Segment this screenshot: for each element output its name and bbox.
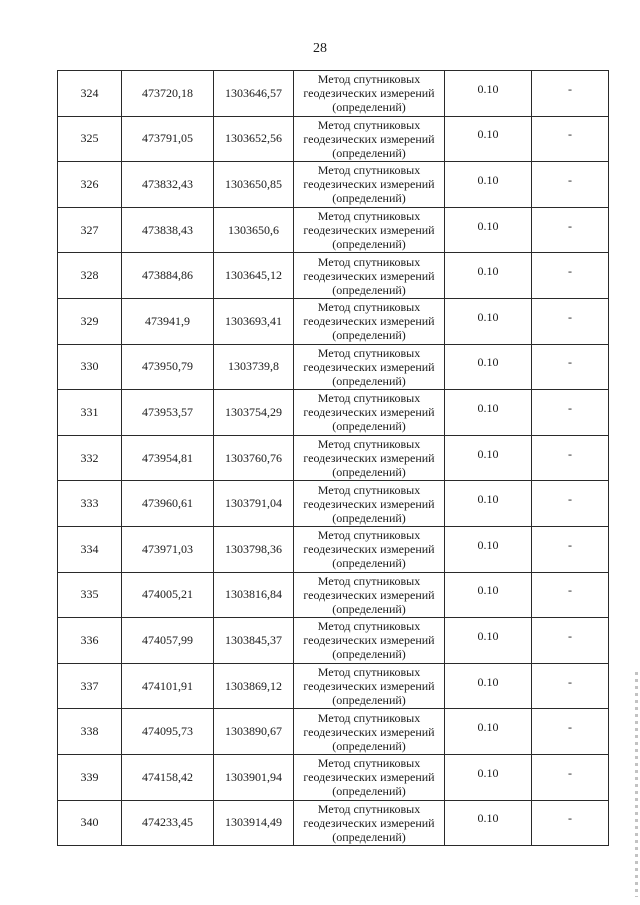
note-cell <box>532 344 609 390</box>
method-line: (определений) <box>332 373 406 388</box>
method-line: Метод спутниковых <box>317 573 421 588</box>
x-coordinate-cell: 473953,57 <box>122 390 214 436</box>
method-cell <box>294 116 445 162</box>
note-cell <box>532 116 609 162</box>
x-coordinate-cell: 474233,45 <box>122 800 214 846</box>
accuracy-value: 0.10 <box>477 446 499 461</box>
accuracy-cell <box>445 116 532 162</box>
method-line: геодезических измерений <box>303 496 435 511</box>
y-coordinate-cell: 1303798,36 <box>214 526 294 572</box>
accuracy-value: 0.10 <box>477 765 499 780</box>
point-number-cell: 333 <box>58 481 122 527</box>
method-line: геодезических измерений <box>303 405 435 420</box>
y-coordinate-cell: 1303890,67 <box>214 709 294 755</box>
accuracy-cell <box>445 481 532 527</box>
method-line: Метод спутниковых <box>317 300 421 315</box>
note-value: - <box>568 720 572 735</box>
table-row <box>58 663 609 709</box>
x-coordinate-cell: 473971,03 <box>122 526 214 572</box>
accuracy-cell <box>445 344 532 390</box>
note-cell <box>532 71 609 117</box>
method-line: геодезических измерений <box>303 359 435 374</box>
method-line: геодезических измерений <box>303 451 435 466</box>
method-line: геодезических измерений <box>303 542 435 557</box>
accuracy-value: 0.10 <box>477 172 499 187</box>
method-line: (определений) <box>332 145 406 160</box>
accuracy-value: 0.10 <box>477 583 499 598</box>
accuracy-cell <box>445 526 532 572</box>
method-line: Метод спутниковых <box>317 437 421 452</box>
note-cell <box>532 390 609 436</box>
method-line: Метод спутниковых <box>317 72 421 87</box>
method-cell <box>294 344 445 390</box>
method-line: (определений) <box>332 601 406 616</box>
accuracy-value: 0.10 <box>477 537 499 552</box>
method-line: геодезических измерений <box>303 314 435 329</box>
note-cell <box>532 663 609 709</box>
note-cell <box>532 207 609 253</box>
accuracy-value: 0.10 <box>477 811 499 826</box>
point-number-cell: 339 <box>58 754 122 800</box>
method-cell <box>294 526 445 572</box>
method-cell <box>294 71 445 117</box>
point-number-cell: 326 <box>58 162 122 208</box>
y-coordinate-cell: 1303646,57 <box>214 71 294 117</box>
note-value: - <box>568 355 572 370</box>
x-coordinate-cell: 473791,05 <box>122 116 214 162</box>
y-coordinate-cell: 1303650,85 <box>214 162 294 208</box>
note-value: - <box>568 628 572 643</box>
table-row <box>58 71 609 117</box>
note-value: - <box>568 765 572 780</box>
accuracy-cell <box>445 435 532 481</box>
method-cell <box>294 253 445 299</box>
table-row <box>58 390 609 436</box>
accuracy-value: 0.10 <box>477 628 499 643</box>
note-cell <box>532 253 609 299</box>
point-number-cell: 334 <box>58 526 122 572</box>
method-line: Метод спутниковых <box>317 345 421 360</box>
note-value: - <box>568 811 572 826</box>
method-line: Метод спутниковых <box>317 117 421 132</box>
method-line: геодезических измерений <box>303 268 435 283</box>
note-value: - <box>568 81 572 96</box>
y-coordinate-cell: 1303791,04 <box>214 481 294 527</box>
method-line: Метод спутниковых <box>317 209 421 224</box>
note-value: - <box>568 400 572 415</box>
accuracy-value: 0.10 <box>477 720 499 735</box>
accuracy-cell <box>445 298 532 344</box>
y-coordinate-cell: 1303754,29 <box>214 390 294 436</box>
y-coordinate-cell: 1303901,94 <box>214 754 294 800</box>
method-cell <box>294 572 445 618</box>
table-body <box>58 71 609 846</box>
y-coordinate-cell: 1303652,56 <box>214 116 294 162</box>
table-row <box>58 618 609 664</box>
method-line: геодезических измерений <box>303 724 435 739</box>
method-line: геодезических измерений <box>303 815 435 830</box>
note-value: - <box>568 583 572 598</box>
method-line: (определений) <box>332 738 406 753</box>
method-line: Метод спутниковых <box>317 391 421 406</box>
method-line: Метод спутниковых <box>317 756 421 771</box>
method-line: геодезических измерений <box>303 633 435 648</box>
method-cell <box>294 435 445 481</box>
method-line: (определений) <box>332 784 406 799</box>
method-line: геодезических измерений <box>303 86 435 101</box>
method-cell <box>294 162 445 208</box>
accuracy-value: 0.10 <box>477 127 499 142</box>
method-line: Метод спутниковых <box>317 528 421 543</box>
accuracy-value: 0.10 <box>477 81 499 96</box>
table-row <box>58 754 609 800</box>
method-line: (определений) <box>332 191 406 206</box>
accuracy-cell <box>445 162 532 208</box>
method-line: (определений) <box>332 100 406 115</box>
x-coordinate-cell: 473960,61 <box>122 481 214 527</box>
note-value: - <box>568 218 572 233</box>
x-coordinate-cell: 474005,21 <box>122 572 214 618</box>
point-number-cell: 337 <box>58 663 122 709</box>
y-coordinate-cell: 1303869,12 <box>214 663 294 709</box>
note-value: - <box>568 537 572 552</box>
y-coordinate-cell: 1303816,84 <box>214 572 294 618</box>
accuracy-value: 0.10 <box>477 400 499 415</box>
accuracy-cell <box>445 253 532 299</box>
note-cell <box>532 618 609 664</box>
y-coordinate-cell: 1303650,6 <box>214 207 294 253</box>
method-line: (определений) <box>332 465 406 480</box>
x-coordinate-cell: 473941,9 <box>122 298 214 344</box>
accuracy-cell <box>445 71 532 117</box>
note-cell <box>532 709 609 755</box>
method-line: геодезических измерений <box>303 223 435 238</box>
point-number-cell: 329 <box>58 298 122 344</box>
accuracy-value: 0.10 <box>477 492 499 507</box>
method-line: геодезических измерений <box>303 770 435 785</box>
method-line: (определений) <box>332 693 406 708</box>
method-line: геодезических измерений <box>303 177 435 192</box>
point-number-cell: 331 <box>58 390 122 436</box>
point-number-cell: 328 <box>58 253 122 299</box>
point-number-cell: 330 <box>58 344 122 390</box>
method-cell <box>294 390 445 436</box>
x-coordinate-cell: 474095,73 <box>122 709 214 755</box>
point-number-cell: 325 <box>58 116 122 162</box>
accuracy-cell <box>445 709 532 755</box>
method-line: Метод спутниковых <box>317 482 421 497</box>
method-cell <box>294 618 445 664</box>
method-cell <box>294 481 445 527</box>
coordinates-table <box>57 70 609 846</box>
x-coordinate-cell: 474101,91 <box>122 663 214 709</box>
note-value: - <box>568 492 572 507</box>
table-row <box>58 481 609 527</box>
x-coordinate-cell: 473838,43 <box>122 207 214 253</box>
accuracy-cell <box>445 663 532 709</box>
accuracy-cell <box>445 572 532 618</box>
note-cell <box>532 298 609 344</box>
note-cell <box>532 481 609 527</box>
method-cell <box>294 709 445 755</box>
note-value: - <box>568 674 572 689</box>
method-line: (определений) <box>332 556 406 571</box>
accuracy-value: 0.10 <box>477 309 499 324</box>
accuracy-cell <box>445 800 532 846</box>
accuracy-cell <box>445 754 532 800</box>
point-number-cell: 324 <box>58 71 122 117</box>
table-row <box>58 116 609 162</box>
method-line: (определений) <box>332 829 406 844</box>
note-cell <box>532 754 609 800</box>
point-number-cell: 327 <box>58 207 122 253</box>
y-coordinate-cell: 1303693,41 <box>214 298 294 344</box>
y-coordinate-cell: 1303845,37 <box>214 618 294 664</box>
x-coordinate-cell: 473832,43 <box>122 162 214 208</box>
point-number-cell: 336 <box>58 618 122 664</box>
accuracy-cell <box>445 207 532 253</box>
method-line: Метод спутниковых <box>317 619 421 634</box>
accuracy-value: 0.10 <box>477 264 499 279</box>
note-cell <box>532 526 609 572</box>
method-line: геодезических измерений <box>303 131 435 146</box>
table-row <box>58 526 609 572</box>
method-cell <box>294 663 445 709</box>
x-coordinate-cell: 474158,42 <box>122 754 214 800</box>
method-cell <box>294 207 445 253</box>
method-cell <box>294 298 445 344</box>
x-coordinate-cell: 473954,81 <box>122 435 214 481</box>
table-row <box>58 298 609 344</box>
accuracy-value: 0.10 <box>477 674 499 689</box>
accuracy-value: 0.10 <box>477 218 499 233</box>
accuracy-cell <box>445 618 532 664</box>
method-cell <box>294 800 445 846</box>
note-value: - <box>568 172 572 187</box>
x-coordinate-cell: 474057,99 <box>122 618 214 664</box>
y-coordinate-cell: 1303760,76 <box>214 435 294 481</box>
table-row <box>58 344 609 390</box>
note-cell <box>532 800 609 846</box>
method-line: (определений) <box>332 419 406 434</box>
x-coordinate-cell: 473720,18 <box>122 71 214 117</box>
table-row <box>58 435 609 481</box>
table-row <box>58 253 609 299</box>
table-row <box>58 800 609 846</box>
page-number: 28 <box>313 41 327 56</box>
point-number-cell: 335 <box>58 572 122 618</box>
method-line: Метод спутниковых <box>317 163 421 178</box>
method-line: (определений) <box>332 282 406 297</box>
method-line: (определений) <box>332 647 406 662</box>
x-coordinate-cell: 473884,86 <box>122 253 214 299</box>
note-value: - <box>568 446 572 461</box>
accuracy-value: 0.10 <box>477 355 499 370</box>
y-coordinate-cell: 1303914,49 <box>214 800 294 846</box>
table-row <box>58 572 609 618</box>
table-row <box>58 207 609 253</box>
x-coordinate-cell: 473950,79 <box>122 344 214 390</box>
method-line: геодезических измерений <box>303 587 435 602</box>
method-line: Метод спутниковых <box>317 801 421 816</box>
method-line: (определений) <box>332 510 406 525</box>
note-cell <box>532 435 609 481</box>
point-number-cell: 338 <box>58 709 122 755</box>
note-value: - <box>568 309 572 324</box>
method-line: Метод спутниковых <box>317 710 421 725</box>
note-value: - <box>568 127 572 142</box>
method-line: Метод спутниковых <box>317 254 421 269</box>
note-value: - <box>568 264 572 279</box>
method-line: (определений) <box>332 328 406 343</box>
method-line: Метод спутниковых <box>317 665 421 680</box>
table-row <box>58 709 609 755</box>
note-cell <box>532 162 609 208</box>
scan-edge-mark <box>635 672 638 897</box>
table-row <box>58 162 609 208</box>
method-line: (определений) <box>332 237 406 252</box>
y-coordinate-cell: 1303739,8 <box>214 344 294 390</box>
y-coordinate-cell: 1303645,12 <box>214 253 294 299</box>
point-number-cell: 340 <box>58 800 122 846</box>
point-number-cell: 332 <box>58 435 122 481</box>
method-line: геодезических измерений <box>303 679 435 694</box>
note-cell <box>532 572 609 618</box>
method-cell <box>294 754 445 800</box>
accuracy-cell <box>445 390 532 436</box>
